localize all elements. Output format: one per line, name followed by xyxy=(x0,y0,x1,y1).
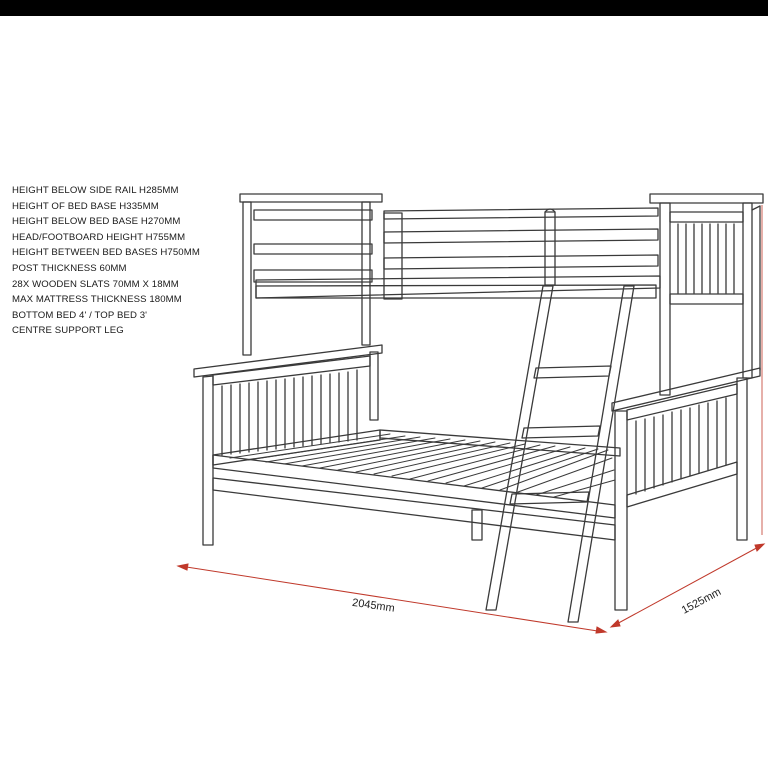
top-back-left-post xyxy=(243,202,251,355)
top-bunk xyxy=(240,194,763,395)
bottom-right-headboard-cap xyxy=(612,368,760,411)
spec-headboard-height: HEAD/FOOTBOARD HEIGHT H755MM xyxy=(12,231,186,243)
length-dimension-line xyxy=(180,566,604,632)
top-right-post-outer xyxy=(660,203,670,395)
top-back-left-post-2 xyxy=(362,202,370,345)
bottom-right-top-rail xyxy=(627,384,737,420)
spec-support-leg: CENTRE SUPPORT LEG xyxy=(12,325,124,337)
top-left-headboard-rail-1 xyxy=(254,210,372,220)
width-label: 1525mm xyxy=(679,585,724,617)
spec-post-thickness: POST THICKNESS 60MM xyxy=(12,262,127,274)
top-left-headboard-rail-2 xyxy=(254,244,372,254)
length-label: 2045mm xyxy=(351,596,396,615)
bottom-right-footboard-slats xyxy=(636,398,726,494)
top-guard-rail-3 xyxy=(384,255,658,269)
top-right-post-back xyxy=(743,203,752,378)
spec-slats: 28X WOODEN SLATS 70MM X 18MM xyxy=(12,278,179,290)
width-arrow-right xyxy=(755,544,764,551)
top-right-headboard-slats xyxy=(678,224,734,293)
bottom-frame-front-lower xyxy=(213,478,615,540)
top-base-side xyxy=(256,276,660,298)
centre-support-leg xyxy=(472,510,482,540)
bottom-left-post-back xyxy=(370,352,378,420)
spec-between-bases-height: HEIGHT BETWEEN BED BASES H750MM xyxy=(12,247,200,259)
spec-side-rail-height: HEIGHT BELOW SIDE RAIL H285MM xyxy=(12,185,179,196)
spec-mattress-thickness: MAX MATTRESS THICKNESS 180MM xyxy=(12,294,182,306)
ladder-rung-2 xyxy=(522,426,600,438)
spec-bed-sizes: BOTTOM BED 4' / TOP BED 3' xyxy=(12,309,148,321)
spec-bed-base-height: HEIGHT OF BED BASE H335MM xyxy=(12,200,159,212)
top-guard-rail-1 xyxy=(384,208,658,219)
top-right-headboard-rail-top xyxy=(670,212,743,222)
bottom-bunk xyxy=(194,345,760,610)
bottom-left-headboard-top-rail xyxy=(213,356,370,385)
ladder-rung-1 xyxy=(534,366,611,378)
top-guard-rail-2 xyxy=(384,229,658,243)
top-right-headboard-rail-bottom xyxy=(670,294,743,304)
width-arrow-left xyxy=(611,620,620,627)
top-left-headboard-cap xyxy=(240,194,382,202)
bottom-right-post-front xyxy=(615,411,627,610)
bottom-right-post-back xyxy=(737,378,747,540)
ladder xyxy=(486,286,634,622)
dimension-lines xyxy=(178,205,764,633)
bottom-right-bottom-rail xyxy=(627,462,737,507)
spec-below-bed-base-height: HEIGHT BELOW BED BASE H270MM xyxy=(12,216,181,228)
length-arrow-left xyxy=(178,564,188,570)
bottom-left-post-front xyxy=(203,376,213,545)
top-guard-post-right xyxy=(545,212,555,285)
bottom-left-headboard-cap xyxy=(194,345,382,377)
ladder-rung-3 xyxy=(510,492,589,504)
top-right-headboard-cap xyxy=(650,194,763,203)
length-arrow-right xyxy=(596,627,606,633)
bottom-frame-back xyxy=(380,430,620,456)
